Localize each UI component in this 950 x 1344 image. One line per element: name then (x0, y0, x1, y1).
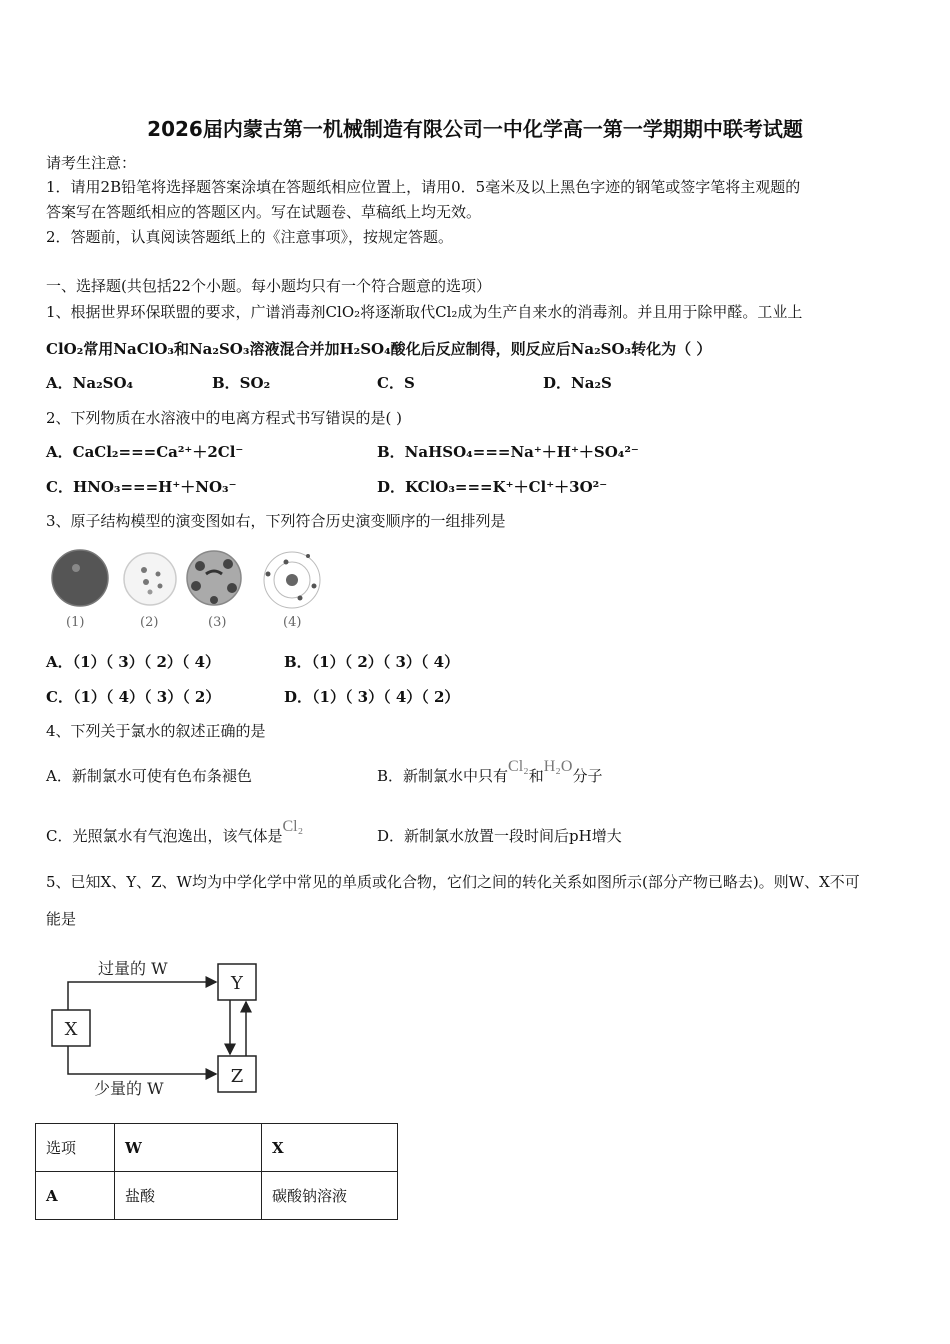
model-label-4: (4) (283, 615, 302, 630)
q4-option-a: A．新制氯水可使有色布条褪色 (46, 767, 252, 785)
model-label-1: (1) (66, 615, 85, 630)
q1-option-a: A．Na₂SO₄ (46, 374, 134, 392)
q5-stem-line1: 5、已知X、Y、Z、W均为中学化学中常见的单质或化合物，它们之间的转化关系如图所示(部分产物已略去)。则W、X不可 (46, 873, 860, 891)
q3-option-c: C．（1）（ 4）（ 3）（ 2） (46, 688, 221, 706)
q3-option-a: A．（1）（ 3）（ 2）（ 4） (46, 653, 221, 671)
table-cell: 碳酸钠溶液 (262, 1172, 398, 1220)
q3-option-b: B．（1）（ 2）（ 3）（ 4） (284, 653, 460, 671)
table-header-cell: W (115, 1124, 262, 1172)
q4-option-b-prefix: B．新制氯水中只有 (377, 767, 509, 785)
notice-line-1b: 答案写在答题纸相应的答题区内。写在试题卷、草稿纸上均无效。 (46, 203, 482, 221)
q4-option-b (377, 758, 603, 786)
model-2-sphere (124, 553, 176, 605)
page-title: 2026届内蒙古第一机械制造有限公司一中化学高一第一学期期中联考试题 (147, 117, 803, 141)
label-little-w: 少量的 W (94, 1079, 164, 1098)
label-excess-w: 过量的 W (98, 959, 168, 978)
q4-option-d: D．新制氯水放置一段时间后pH增大 (377, 827, 622, 845)
q1-option-b: B．SO₂ (212, 374, 271, 392)
q4-option-b-suffix: 分子 (572, 767, 603, 785)
table-header-cell: 选项 (36, 1124, 115, 1172)
table-cell: 盐酸 (115, 1172, 262, 1220)
model-1-sphere (52, 550, 108, 606)
q2-option-b: B．NaHSO₄===Na⁺＋H⁺＋SO₄²⁻ (377, 443, 639, 461)
box-y-label: Y (231, 973, 243, 994)
q2-option-c: C．HNO₃===H⁺＋NO₃⁻ (46, 478, 237, 496)
atomic-model-figure (46, 544, 336, 636)
q1-option-c: C．S (377, 374, 415, 392)
q2-stem: 2、下列物质在水溶液中的电离方程式书写错误的是( ) (46, 409, 403, 427)
arrow-x-to-z (68, 1046, 216, 1074)
q4-option-c (46, 818, 304, 846)
chlorine-formula: Cl₂ (282, 818, 304, 835)
table-header-row (36, 1124, 398, 1172)
q4-stem: 4、下列关于氯水的叙述正确的是 (46, 722, 266, 740)
q1-stem-line1: 1、根据世界环保联盟的要求，广谱消毒剂ClO₂将逐渐取代Cl₂成为生产自来水的消毒剂。并且用于除甲醛。工业上 (46, 303, 803, 321)
chlorine-formula: Cl₂ (508, 758, 529, 775)
conversion-diagram (46, 950, 276, 1108)
notice-heading: 请考生注意： (46, 154, 137, 172)
q3-option-d: D．（1）（ 3）（ 4）（ 2） (284, 688, 460, 706)
q2-option-d: D．KClO₃===K⁺＋Cl⁺＋3O²⁻ (377, 478, 608, 496)
q4-option-b-and: 和 (528, 767, 544, 785)
notice-line-1: 1．请用2B铅笔将选择题答案涂填在答题纸相应位置上，请用0．5毫米及以上黑色字迹的钢笔或签字笔将主观题的 (46, 178, 801, 196)
q5-stem-line2: 能是 (46, 910, 77, 928)
water-formula: H₂O (543, 758, 573, 775)
q3-stem: 3、原子结构模型的演变图如右，下列符合历史演变顺序的一组排列是 (46, 512, 506, 530)
q1-option-d: D．Na₂S (543, 374, 612, 392)
section-heading: 一、选择题(共包括22个小题。每小题均只有一个符合题意的选项） (46, 277, 491, 295)
table-header-cell: X (262, 1124, 398, 1172)
q5-options-table (35, 1123, 398, 1220)
box-x-label: X (64, 1019, 78, 1040)
q1-stem-line2: ClO₂常用NaClO₃和Na₂SO₃溶液混合并加H₂SO₄酸化后反应制得，则反应后Na₂SO₃转化为（ ） (46, 340, 712, 358)
notice-line-2: 2．答题前，认真阅读答题纸上的《注意事项》，按规定答题。 (46, 228, 454, 246)
model-label-2: (2) (140, 615, 159, 630)
model-label-3: (3) (208, 615, 227, 630)
table-cell: A (36, 1172, 115, 1220)
q4-option-c-prefix: C．光照氯水有气泡逸出，该气体是 (46, 827, 283, 845)
q2-option-a: A．CaCl₂===Ca²⁺＋2Cl⁻ (46, 443, 244, 461)
arrow-x-to-y (68, 982, 216, 1010)
table-row (36, 1172, 398, 1220)
box-z-label: Z (230, 1066, 244, 1087)
